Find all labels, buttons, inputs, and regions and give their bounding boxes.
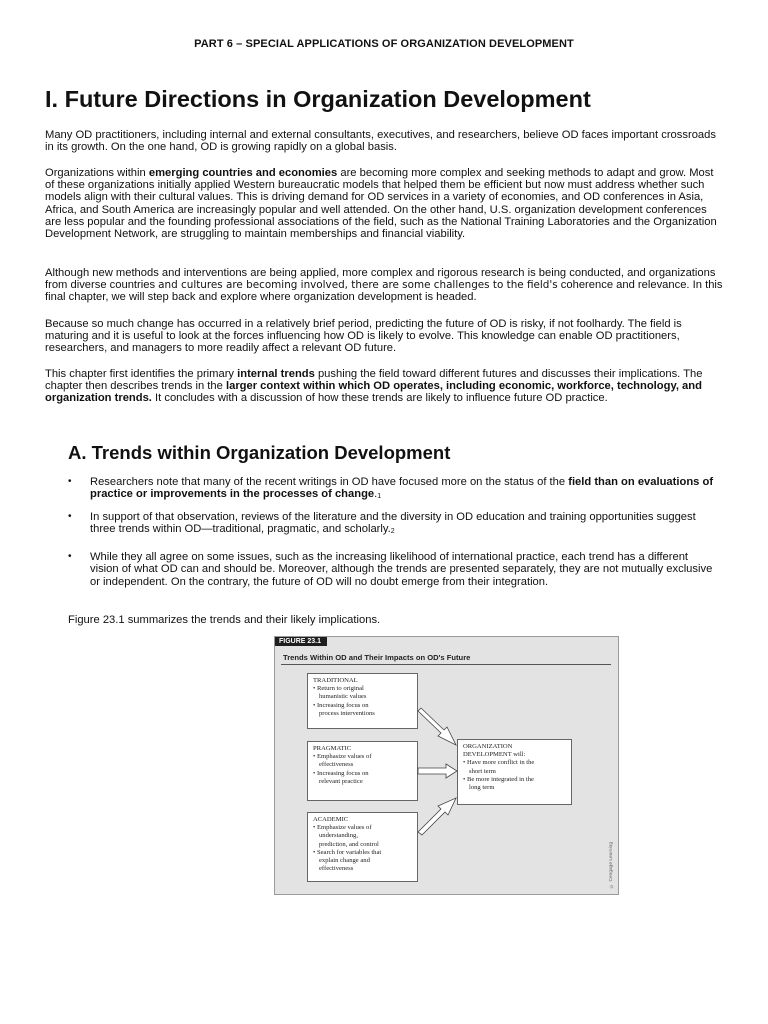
box-pragmatic: PRAGMATIC • Emphasize values of effectiveness • Increasing focus on relevant practice [307, 741, 418, 801]
paragraph-prediction: Because so much change has occurred in a relatively brief period, predicting the future of OD is risky, if not foolhardy. The field is maturing and it is useful to look at the forces influencing how OD is likely to evolve. This knowledge can enable OD practitioners, researchers, and managers to more readily affect a relevant OD future. [45, 318, 682, 355]
arrow-pragmatic [418, 764, 457, 778]
figure-arrows [275, 637, 620, 896]
bullet-icon: • [68, 551, 72, 562]
paragraph-emerging-economies: Organizations within emerging countries and economies are becoming more complex and seeking methods to adapt and grow. Most of these organizations initially applied Western bureaucratic models that helped them be efficient but now must address whether such models align with their cultural values. This is driving demand for OD services in a variety of economies, and OD conferences in Asia, Africa, and South America are increasingly popular and well attended. On the other hand, U.S. organization development conferences are less popular and the founding professional associations of the field, such as the National Training Laboratories and the Organization Development Network, are struggling to maintain memberships and financial viability. [45, 167, 717, 241]
bullet-item: • While they all agree on some issues, such as the increasing likelihood of international practice, each trend has a different vision of what OD can and should be. Moreover, although the trends are presented separately, they are not mutually exclusive or independent. On the contrary, the future of OD will no doubt emerge from their integration. [68, 551, 713, 588]
paragraph-intro: Many OD practitioners, including internal and external consultants, executives, and researchers, believe OD faces important crossroads in its growth. On the one hand, OD is growing rapidly on a global basis. [45, 129, 716, 154]
emphasis-emerging: emerging countries and economies [148, 167, 338, 179]
paragraph-challenges: Although new methods and interventions are being applied, more complex and rigorous research is being conducted, and organizations from diverse countries and cultures are becoming involved, there are some challenges to the field's coherence and relevance. In this final chapter, we will step back and explore where organization development is headed. [45, 267, 723, 304]
emphasis-larger-context: larger context within which OD operates, including economic, workforce, technology, and organization trends. [45, 380, 702, 405]
page-title: I. Future Directions in Organization Development [45, 86, 591, 112]
footnote-ref: 2 [390, 528, 395, 536]
running-header: PART 6 – SPECIAL APPLICATIONS OF ORGANIZATION DEVELOPMENT [194, 38, 574, 50]
figure-caption: Figure 23.1 summarizes the trends and their likely implications. [68, 614, 381, 626]
emphasis-internal-trends: internal trends [237, 368, 315, 380]
bullet-icon: • [68, 476, 72, 487]
box-traditional: TRADITIONAL • Return to original humanistic values • Increasing focus on process interventions [307, 673, 418, 729]
footnote-ref: 1 [377, 493, 382, 501]
arrow-academic [418, 798, 456, 835]
bullet-item: • Researchers note that many of the recent writings in OD have focused more on the status of the field than on evaluations of practice or improvements in the processes of $change._1$ [68, 476, 714, 501]
paragraph-chapter-overview: This chapter first identifies the primary internal trends pushing the field toward different futures and discusses their implications. The chapter then describes trends in the larger context within which OD operates, including economic, workforce, technology, and organization trends. It concludes with a discussion of how these trends are likely to influence future OD practice. [45, 368, 703, 405]
arrow-traditional [418, 708, 456, 745]
figure-credit: © Cengage Learning [609, 842, 614, 888]
figure-23-1 [274, 636, 619, 895]
figure-label: FIGURE 23.1 [275, 637, 327, 646]
bullet-item: • In support of that observation, reviews of the literature and the diversity in OD education and training opportunities suggest three trends within OD—traditional, pragmatic, and $scholarly._2$ [68, 511, 696, 536]
bullet-icon: • [68, 511, 72, 522]
section-title: A. Trends within Organization Development [68, 442, 451, 463]
figure-title: Trends Within OD and Their Impacts on OD's Future [283, 653, 471, 662]
box-academic: ACADEMIC • Emphasize values of understanding, prediction, and control • Search for variables that explain change and effectiveness [307, 812, 418, 882]
box-od-outcome: ORGANIZATION DEVELOPMENT will: • Have more conflict in the short term • Be more integrated in the long term [457, 739, 572, 805]
